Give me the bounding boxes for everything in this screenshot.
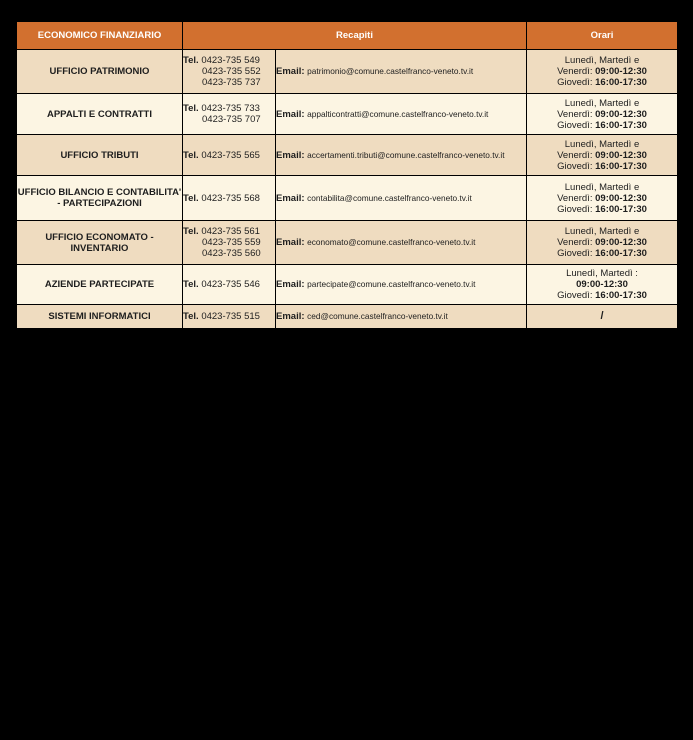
hours-time: 09:00-12:30	[595, 108, 647, 120]
hours-time: 16:00-17:30	[595, 160, 647, 172]
hours-days: Lunedì, Martedì e	[564, 97, 640, 109]
phone-number[interactable]: 0423-735 559	[202, 237, 261, 248]
hours-time: 16:00-17:30	[595, 203, 647, 215]
hours-day-label: Venerdì:	[557, 149, 593, 161]
hours-cell	[527, 305, 678, 329]
hours-days: Lunedì, Martedì e	[564, 138, 640, 150]
email-link[interactable]: contabilita@comune.castelfranco-veneto.tv.it	[307, 192, 472, 203]
hours-time: 16:00-17:30	[595, 290, 647, 301]
email-link[interactable]: patrimonio@comune.castelfranco-veneto.tv.it	[307, 66, 474, 76]
phone-cell	[183, 176, 276, 221]
phone-cell	[183, 221, 276, 265]
office-name: APPALTI E CONTRATTI	[17, 94, 183, 135]
hours-cell	[527, 50, 678, 94]
hours-days: Lunedì, Martedì e	[564, 55, 640, 66]
hours-time: 16:00-17:30	[595, 248, 647, 259]
office-name: UFFICIO TRIBUTI	[17, 135, 183, 176]
email-label: Email:	[276, 192, 305, 204]
phone-cell	[183, 135, 276, 176]
email-cell	[276, 50, 527, 94]
hours-day-label: Giovedì:	[557, 160, 593, 172]
email-label: Email:	[276, 149, 305, 161]
hours-day-label: Giovedì:	[557, 290, 593, 301]
hours-cell	[527, 94, 678, 135]
tel-label: Tel.	[183, 279, 199, 290]
phone-number[interactable]: 0423-735 565	[201, 149, 260, 161]
email-label: Email:	[276, 279, 305, 290]
hours-day-label: Venerdì:	[557, 66, 593, 77]
hours-day-label: Venerdì:	[557, 192, 593, 204]
hours-days: Lunedì, Martedì e	[564, 226, 640, 237]
phone-cell	[183, 50, 276, 94]
header-hours: Orari	[527, 22, 678, 50]
hours-day-label: Giovedì:	[557, 248, 593, 259]
phone-number[interactable]: 0423-735 560	[202, 248, 261, 259]
email-link[interactable]: economato@comune.castelfranco-veneto.tv.it	[307, 237, 476, 247]
table-row	[17, 265, 678, 305]
phone-number[interactable]: 0423-735 737	[202, 77, 261, 88]
office-name: UFFICIO PATRIMONIO	[17, 50, 183, 94]
hours-day-label: Giovedì:	[557, 77, 593, 88]
email-cell	[276, 305, 527, 329]
phone-number[interactable]: 0423-735 568	[201, 192, 260, 204]
table-row	[17, 221, 678, 265]
office-contacts-table	[16, 21, 678, 329]
phone-number[interactable]: 0423-735 707	[202, 114, 261, 125]
phone-number[interactable]: 0423-735 561	[201, 226, 260, 237]
hours-day-label: Venerdì:	[557, 237, 593, 248]
email-link[interactable]: partecipate@comune.castelfranco-veneto.tv.it	[307, 279, 476, 289]
table-row	[17, 176, 678, 221]
no-hours-mark: /	[600, 310, 604, 322]
hours-time: 16:00-17:30	[595, 77, 647, 88]
hours-time: 09:00-12:30	[595, 237, 647, 248]
phone-cell	[183, 265, 276, 305]
email-label: Email:	[276, 66, 305, 77]
hours-time: 09:00-12:30	[576, 279, 628, 290]
email-link[interactable]: accertamenti.tributi@comune.castelfranco-veneto.tv.it	[307, 149, 505, 160]
table-header-row	[17, 22, 678, 50]
office-name: UFFICIO ECONOMATO - INVENTARIO	[17, 221, 183, 265]
tel-label: Tel.	[183, 192, 199, 204]
email-label: Email:	[276, 237, 305, 248]
email-link[interactable]: ced@comune.castelfranco-veneto.tv.it	[307, 311, 448, 321]
hours-cell	[527, 135, 678, 176]
table-row	[17, 50, 678, 94]
header-department: ECONOMICO FINANZIARIO	[17, 22, 183, 50]
hours-time: 09:00-12:30	[595, 149, 647, 161]
email-link[interactable]: appalticontratti@comune.castelfranco-veneto.tv.it	[307, 108, 489, 119]
table-row	[17, 94, 678, 135]
email-label: Email:	[276, 311, 305, 322]
phone-number[interactable]: 0423-735 515	[201, 311, 260, 322]
office-name: SISTEMI INFORMATICI	[17, 305, 183, 329]
hours-days: Lunedì, Martedì :	[566, 268, 638, 279]
office-name: UFFICIO BILANCIO E CONTABILITA' - PARTECIPAZIONI	[17, 176, 183, 221]
email-cell	[276, 135, 527, 176]
hours-cell	[527, 265, 678, 305]
email-cell	[276, 221, 527, 265]
hours-days: Lunedì, Martedì e	[564, 181, 640, 193]
hours-day-label: Giovedì:	[557, 203, 593, 215]
hours-day-label: Giovedì:	[557, 119, 593, 131]
phone-cell	[183, 305, 276, 329]
hours-day-label: Venerdì:	[557, 108, 593, 120]
email-label: Email:	[276, 108, 305, 120]
hours-cell	[527, 221, 678, 265]
phone-number[interactable]: 0423-735 733	[201, 103, 260, 114]
tel-label: Tel.	[183, 149, 199, 161]
phone-number[interactable]: 0423-735 552	[202, 66, 261, 77]
header-contacts: Recapiti	[183, 22, 527, 50]
hours-time: 09:00-12:30	[595, 66, 647, 77]
tel-label: Tel.	[183, 103, 199, 114]
table-row	[17, 135, 678, 176]
email-cell	[276, 94, 527, 135]
hours-time: 16:00-17:30	[595, 119, 647, 131]
hours-time: 09:00-12:30	[595, 192, 647, 204]
tel-label: Tel.	[183, 55, 199, 66]
table-row	[17, 305, 678, 329]
email-cell	[276, 176, 527, 221]
tel-label: Tel.	[183, 226, 199, 237]
tel-label: Tel.	[183, 311, 199, 322]
phone-number[interactable]: 0423-735 549	[201, 55, 260, 66]
office-name: AZIENDE PARTECIPATE	[17, 265, 183, 305]
phone-number[interactable]: 0423-735 546	[201, 279, 260, 290]
email-cell	[276, 265, 527, 305]
phone-cell	[183, 94, 276, 135]
hours-cell	[527, 176, 678, 221]
